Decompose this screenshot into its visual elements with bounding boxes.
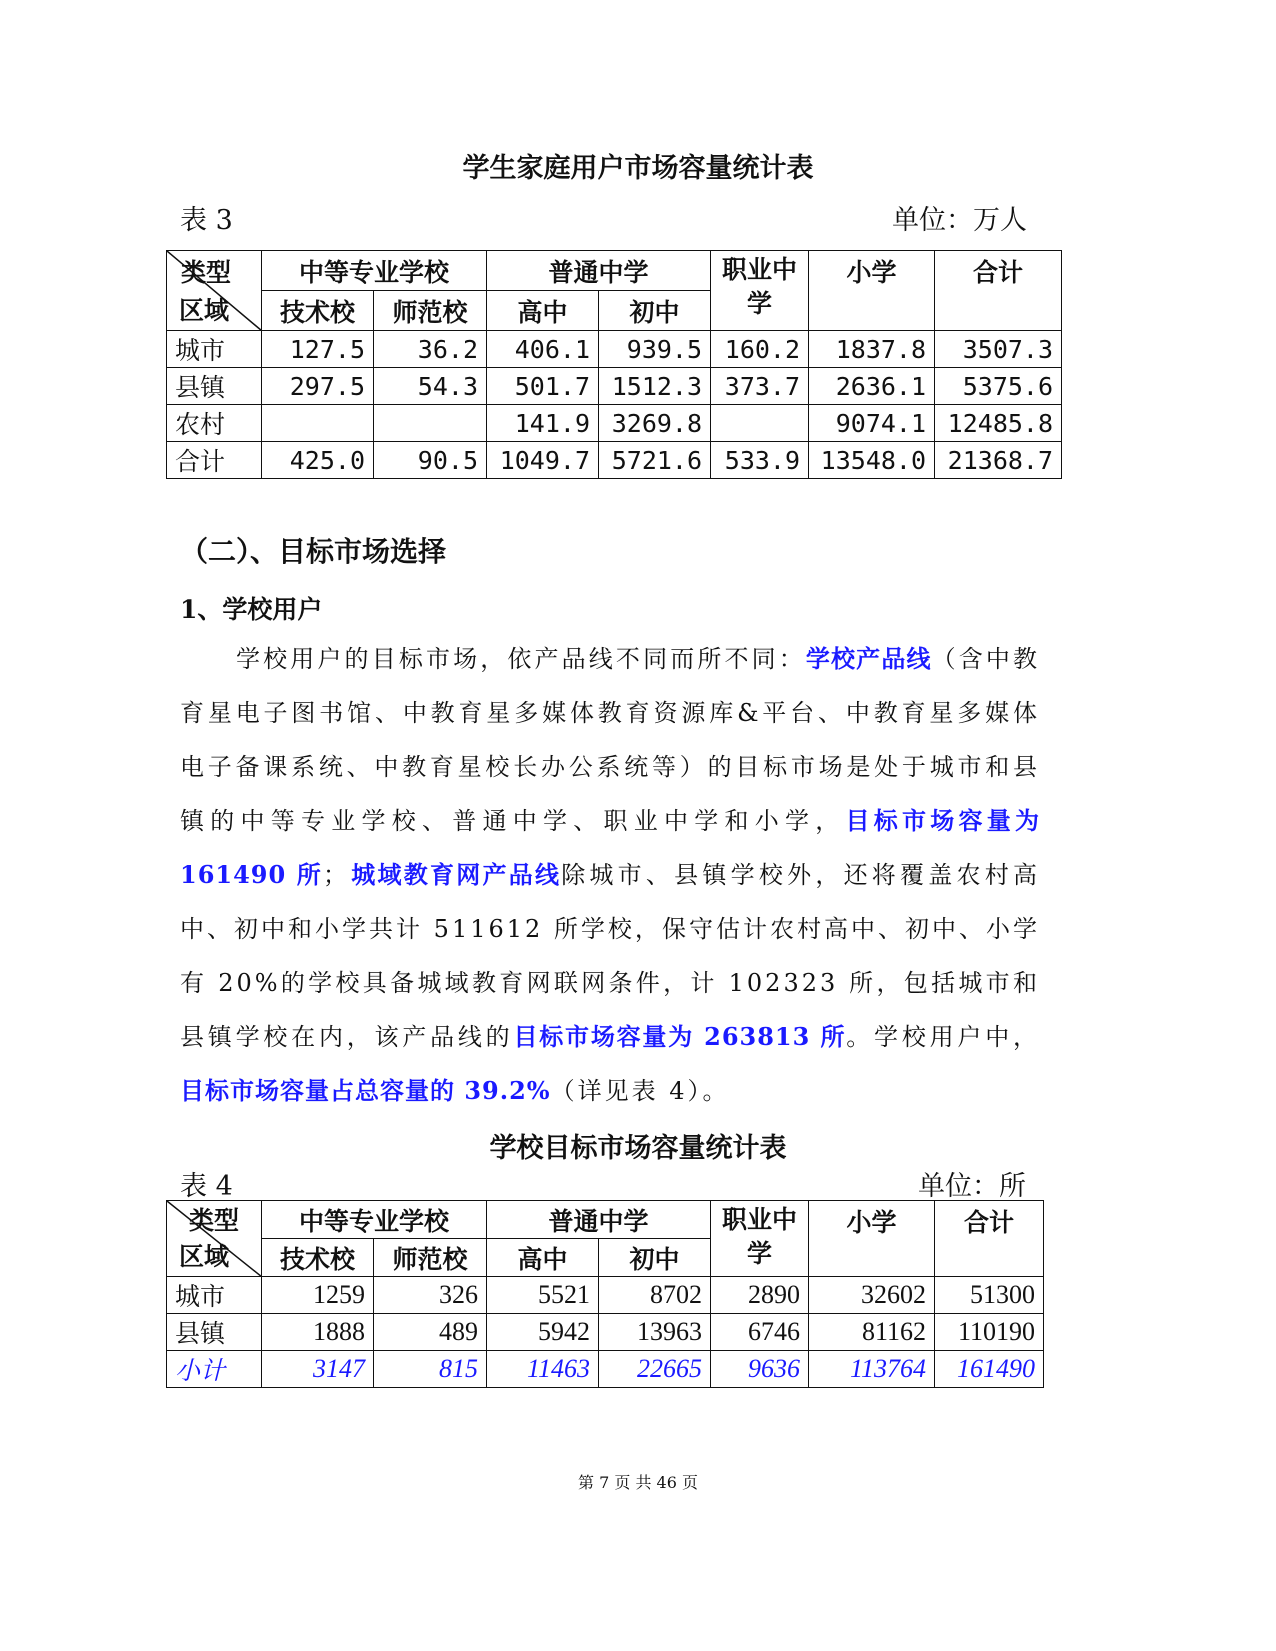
table4-group-header: 合计 — [935, 1201, 1044, 1277]
text-run: 学校用户的目标市场，依产品线不同而所不同： — [236, 645, 806, 673]
table3-corner-region: 区域 — [179, 296, 230, 325]
table-cell: 2890 — [711, 1277, 809, 1314]
table3-sub-header: 师范校 — [374, 291, 487, 331]
table-cell: 1259 — [262, 1277, 374, 1314]
table-row — [167, 405, 1062, 442]
table-row — [167, 442, 1062, 479]
table4-group-header: 普通中学 — [487, 1201, 711, 1239]
table-cell: 489 — [374, 1314, 487, 1351]
highlight-text: 目标市场容量为 263813 所 — [513, 1022, 847, 1051]
table-cell: 373.7 — [711, 368, 809, 405]
table-cell: 2636.1 — [809, 368, 935, 405]
table-cell: 5521 — [487, 1277, 599, 1314]
table-cell: 815 — [374, 1351, 487, 1388]
table-cell: 1049.7 — [487, 442, 599, 479]
highlight-text: 学校产品线 — [805, 644, 932, 673]
table-cell: 11463 — [487, 1351, 599, 1388]
table-cell: 5942 — [487, 1314, 599, 1351]
table4-corner-cell — [167, 1201, 262, 1277]
table4 — [166, 1200, 1044, 1388]
table-cell: 32602 — [809, 1277, 935, 1314]
table3-title: 学生家庭用户市场容量统计表 — [462, 153, 814, 184]
table-cell: 12485.8 — [935, 405, 1062, 442]
text-run: 。学校用户中， — [846, 1023, 1040, 1051]
text-run: （含中教育星电子图书馆、中教育星多媒体教育资源库&平台、中教育星多媒体电子备课系统、中教育星校长办公系统等）的目标市场是处于城市和县镇的中等专业学校、普通中学、职业中学和小学， — [180, 645, 1041, 835]
table-cell: 141.9 — [487, 405, 599, 442]
table-cell: 21368.7 — [935, 442, 1062, 479]
row-label: 城市 — [167, 331, 262, 368]
table-cell — [374, 405, 487, 442]
table3-unit: 单位：万人 — [892, 205, 1027, 236]
highlight-text: 目标市场容量为 161490 所 — [180, 806, 1040, 889]
row-label: 合计 — [167, 442, 262, 479]
table-cell: 51300 — [935, 1277, 1044, 1314]
table4-group-header: 小学 — [809, 1201, 935, 1277]
table-cell: 90.5 — [374, 442, 487, 479]
table-cell: 501.7 — [487, 368, 599, 405]
table-cell: 1512.3 — [599, 368, 711, 405]
highlight-text: 目标市场容量占总容量的 39.2% — [180, 1076, 551, 1105]
table-cell: 22665 — [599, 1351, 711, 1388]
table3-sub-header: 初中 — [599, 291, 711, 331]
table-cell: 3269.8 — [599, 405, 711, 442]
table-cell: 533.9 — [711, 442, 809, 479]
page-footer: 第 7 页 共 46 页 — [578, 1473, 698, 1492]
row-label: 县镇 — [167, 368, 262, 405]
table3-label: 表 3 — [180, 205, 233, 236]
row-label: 小计 — [167, 1351, 262, 1388]
table-cell: 54.3 — [374, 368, 487, 405]
table-row-subtotal — [167, 1351, 1044, 1388]
text-run: ； — [323, 861, 351, 889]
table-cell — [262, 405, 374, 442]
subsection-heading: 1、学校用户 — [180, 595, 323, 624]
table3-corner-type: 类型 — [181, 258, 232, 287]
table-cell: 160.2 — [711, 331, 809, 368]
table-cell: 5721.6 — [599, 442, 711, 479]
section-heading: （二）、目标市场选择 — [180, 535, 447, 568]
row-label: 县镇 — [167, 1314, 262, 1351]
table-cell: 113764 — [809, 1351, 935, 1388]
table-row — [167, 368, 1062, 405]
table3-group-header: 普通中学 — [487, 251, 711, 291]
text-run: （详见表 4）。 — [550, 1077, 730, 1105]
table4-corner-region: 区域 — [179, 1242, 230, 1271]
body-paragraph — [180, 632, 1040, 1118]
table4-unit: 单位：所 — [918, 1171, 1026, 1202]
text-run: 除城市、县镇学校外，还将覆盖农村高中、初中和小学共计 511612 所学校，保守估计农村高中、初中、小学有 20%的学校具备城域教育网联网条件，计 102323 所，包括城市和县镇学校在内，该产品线的 — [180, 861, 1041, 1051]
table-cell: 425.0 — [262, 442, 374, 479]
table4-group-header: 中等专业学校 — [262, 1201, 487, 1239]
table3-group-header: 中等专业学校 — [262, 251, 487, 291]
table-cell: 9074.1 — [809, 405, 935, 442]
table3-group-header: 职业中学 — [711, 251, 809, 331]
table-cell: 297.5 — [262, 368, 374, 405]
table4-sub-header: 高中 — [487, 1239, 599, 1277]
table-row — [167, 1277, 1044, 1314]
table3-group-header: 小学 — [809, 251, 935, 331]
table3-sub-header: 高中 — [487, 291, 599, 331]
table3 — [166, 250, 1062, 479]
table-cell: 939.5 — [599, 331, 711, 368]
table4-sub-header: 技术校 — [262, 1239, 374, 1277]
table-cell: 406.1 — [487, 331, 599, 368]
table-cell: 1888 — [262, 1314, 374, 1351]
table-cell: 13963 — [599, 1314, 711, 1351]
table-cell: 8702 — [599, 1277, 711, 1314]
table-cell — [711, 405, 809, 442]
table4-label: 表 4 — [180, 1171, 233, 1202]
table-cell: 81162 — [809, 1314, 935, 1351]
table-row — [167, 1314, 1044, 1351]
table-cell: 9636 — [711, 1351, 809, 1388]
table-cell: 127.5 — [262, 331, 374, 368]
table-cell: 110190 — [935, 1314, 1044, 1351]
table-cell: 1837.8 — [809, 331, 935, 368]
table-cell: 161490 — [935, 1351, 1044, 1388]
table4-group-header: 职业中学 — [711, 1201, 809, 1277]
table3-group-header: 合计 — [935, 251, 1062, 331]
table4-sub-header: 初中 — [599, 1239, 711, 1277]
table4-title: 学校目标市场容量统计表 — [489, 1133, 787, 1164]
table-row — [167, 331, 1062, 368]
table4-corner-type: 类型 — [189, 1206, 240, 1235]
row-label: 城市 — [167, 1277, 262, 1314]
table-cell: 6746 — [711, 1314, 809, 1351]
table-cell: 5375.6 — [935, 368, 1062, 405]
table4-sub-header: 师范校 — [374, 1239, 487, 1277]
table-cell: 3147 — [262, 1351, 374, 1388]
table-cell: 36.2 — [374, 331, 487, 368]
table-cell: 13548.0 — [809, 442, 935, 479]
table-cell: 3507.3 — [935, 331, 1062, 368]
highlight-text: 城域教育网产品线 — [350, 860, 562, 889]
table-cell: 326 — [374, 1277, 487, 1314]
row-label: 农村 — [167, 405, 262, 442]
table3-corner-cell — [167, 251, 262, 331]
table3-sub-header: 技术校 — [262, 291, 374, 331]
